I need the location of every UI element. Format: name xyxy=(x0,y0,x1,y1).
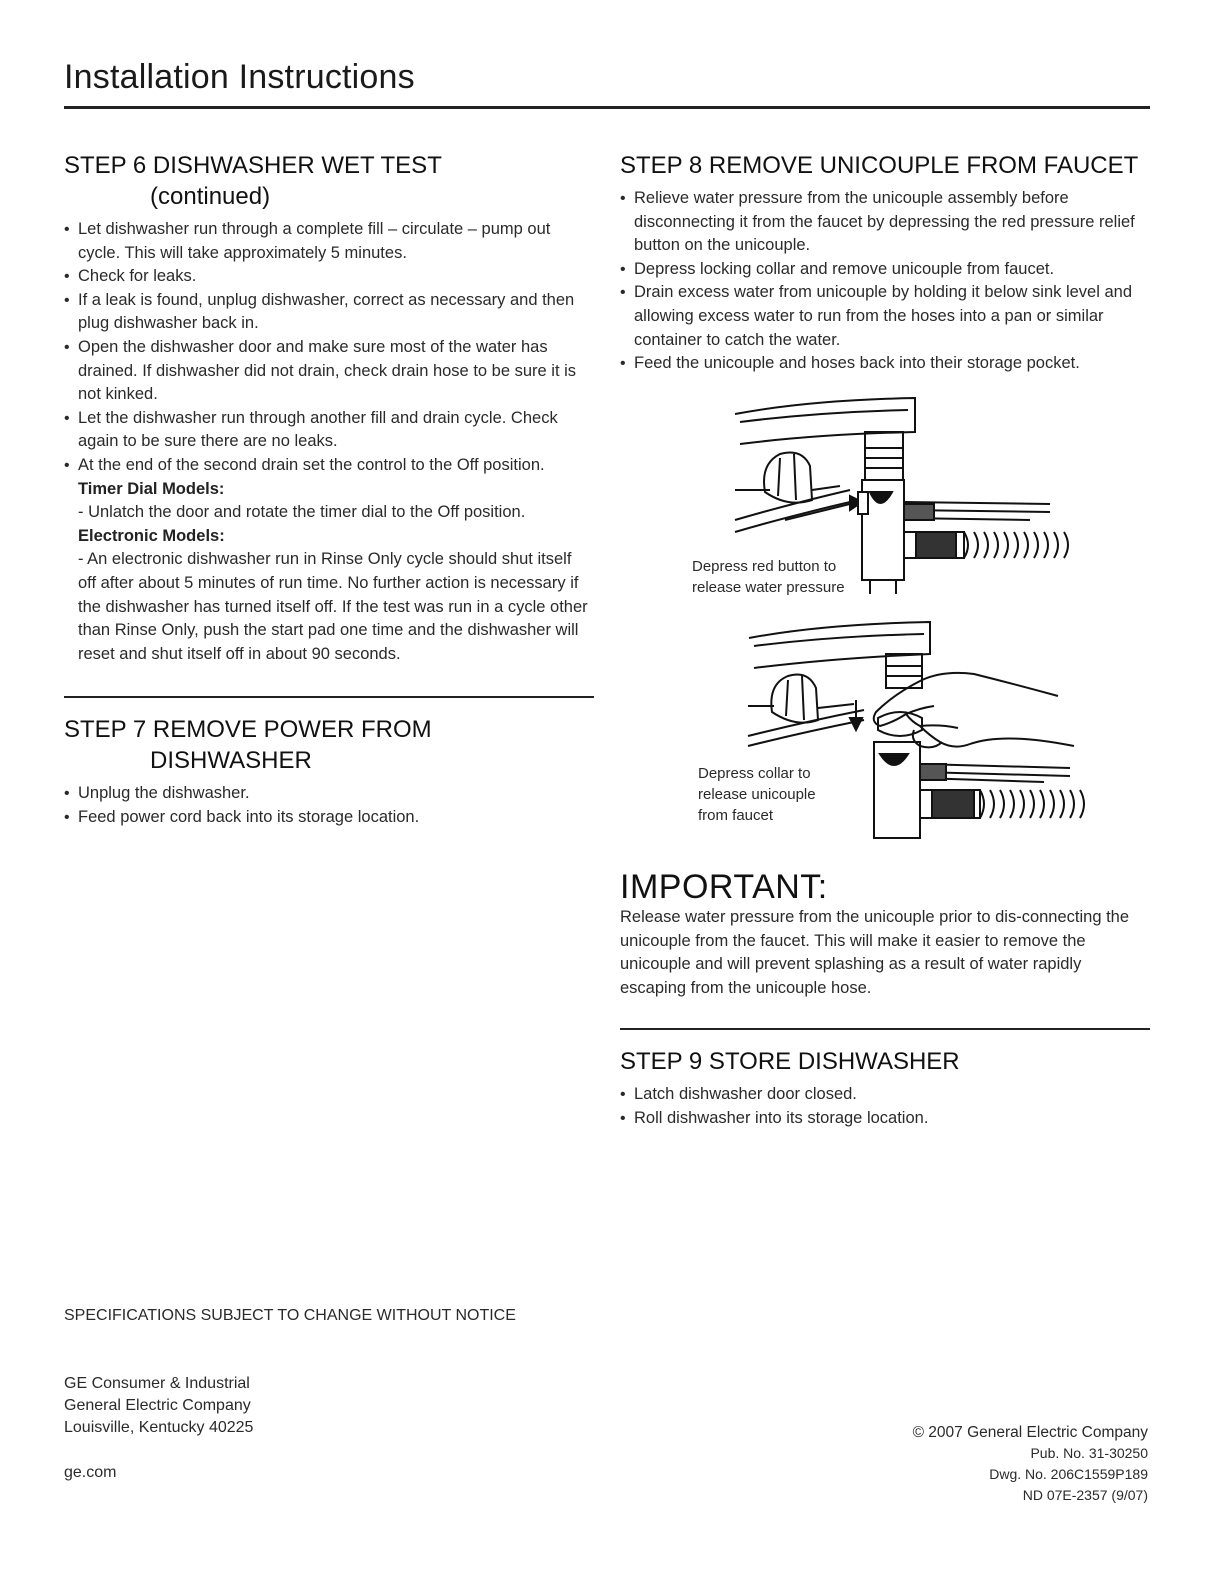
list-item: • If a leak is found, unplug dishwasher, correct as necessary and then plug dishwasher back in. xyxy=(64,289,594,336)
website: ge.com xyxy=(64,1464,117,1481)
page-title: Installation Instructions xyxy=(64,58,415,96)
list-item: • Open the dishwasher door and make sure most of the water has drained. If dishwasher did not drain, check drain hose to be sure it is not kinked. xyxy=(64,336,594,407)
list-item: • Check for leaks. xyxy=(64,265,594,289)
figure2-label xyxy=(698,763,816,826)
pub-number: Pub. No. 31-30250 xyxy=(1030,1445,1148,1461)
step8-bullets xyxy=(620,187,1150,376)
list-item: • Feed the unicouple and hoses back into their storage pocket. xyxy=(620,352,1150,376)
figure1-label-line2: release water pressure xyxy=(692,579,845,596)
step7-bullets xyxy=(64,782,594,829)
publication-info xyxy=(913,1422,1148,1506)
step9-section xyxy=(620,1046,1150,1130)
step6-heading-line1: STEP 6 DISHWASHER WET TEST xyxy=(64,152,442,179)
list-item: • Relieve water pressure from the unicouple assembly before disconnecting it from the faucet by depressing the red pressure relief button on the unicouple. xyxy=(620,187,1150,258)
left-column xyxy=(64,150,594,829)
figure1-label xyxy=(692,556,845,598)
title-rule xyxy=(64,106,1150,109)
step6-heading-line2: (continued) xyxy=(150,183,271,210)
list-item: • At the end of the second drain set the control to the Off position. xyxy=(64,454,594,478)
section-divider xyxy=(620,1028,1150,1030)
company-line1: GE Consumer & Industrial xyxy=(64,1375,250,1392)
electronic-text: - An electronic dishwasher run in Rinse Only cycle should shut itself off after about 5 minutes of run time. No further action is necessary if the dishwasher has turned itself off. If the test was run in a cycle other than Rinse Only, push the start pad one time and the dishwasher will reset and shut itself off in about 90 seconds. xyxy=(78,550,588,663)
step9-heading: STEP 9 STORE DISHWASHER xyxy=(620,1048,960,1075)
figure2-label-line3: from faucet xyxy=(698,807,774,824)
important-title: IMPORTANT: xyxy=(620,868,828,906)
copyright: © 2007 General Electric Company xyxy=(912,1424,1148,1441)
list-item: • Unplug the dishwasher. xyxy=(64,782,594,806)
timer-dial-heading: Timer Dial Models: xyxy=(78,479,225,498)
important-text: Release water pressure from the unicouple prior to dis-connecting the unicouple from the faucet. This will make it easier to remove the unicouple and will prevent splashing as a result of water rapidly escaping from the unicouple hose. xyxy=(620,908,1130,997)
list-item: • Depress locking collar and remove unicouple from faucet. xyxy=(620,258,1150,282)
step6-bullets xyxy=(64,218,594,478)
dwg-number: Dwg. No. 206C1559P189 xyxy=(989,1466,1148,1482)
right-column xyxy=(620,150,1150,376)
step7-heading-line1: STEP 7 REMOVE POWER FROM xyxy=(64,716,432,744)
list-item: • Let the dishwasher run through another fill and drain cycle. Check again to be sure there are no leaks. xyxy=(64,407,594,454)
company-line2: General Electric Company xyxy=(64,1397,251,1414)
nd-number: ND 07E-2357 (9/07) xyxy=(1022,1487,1148,1503)
step6-heading xyxy=(64,150,594,212)
step7-heading-line2: DISHWASHER xyxy=(150,747,312,775)
figure2-label-line2: release unicouple xyxy=(698,786,816,803)
list-item: • Let dishwasher run through a complete fill – circulate – pump out cycle. This will take approximately 5 minutes. xyxy=(64,218,594,265)
list-item: • Drain excess water from unicouple by holding it below sink level and allowing excess water to run from the hoses into a pan or similar container to catch the water. xyxy=(620,281,1150,352)
specs-notice: SPECIFICATIONS SUBJECT TO CHANGE WITHOUT NOTICE xyxy=(64,1307,516,1324)
timer-dial-text: - Unlatch the door and rotate the timer dial to the Off position. xyxy=(78,503,526,522)
step8-heading: STEP 8 REMOVE UNICOUPLE FROM FAUCET xyxy=(620,152,1139,179)
figure2-label-line1: Depress collar to xyxy=(698,765,811,782)
figure1-label-line1: Depress red button to xyxy=(692,558,837,575)
list-item: • Latch dishwasher door closed. xyxy=(620,1083,1150,1107)
company-line3: Louisville, Kentucky 40225 xyxy=(64,1419,254,1436)
company-address xyxy=(64,1373,253,1439)
step9-bullets xyxy=(620,1083,1150,1130)
electronic-heading: Electronic Models: xyxy=(78,526,225,545)
step7-heading xyxy=(64,714,594,776)
list-item: • Feed power cord back into its storage location. xyxy=(64,806,594,830)
list-item: • Roll dishwasher into its storage location. xyxy=(620,1107,1150,1131)
section-divider xyxy=(64,696,594,698)
